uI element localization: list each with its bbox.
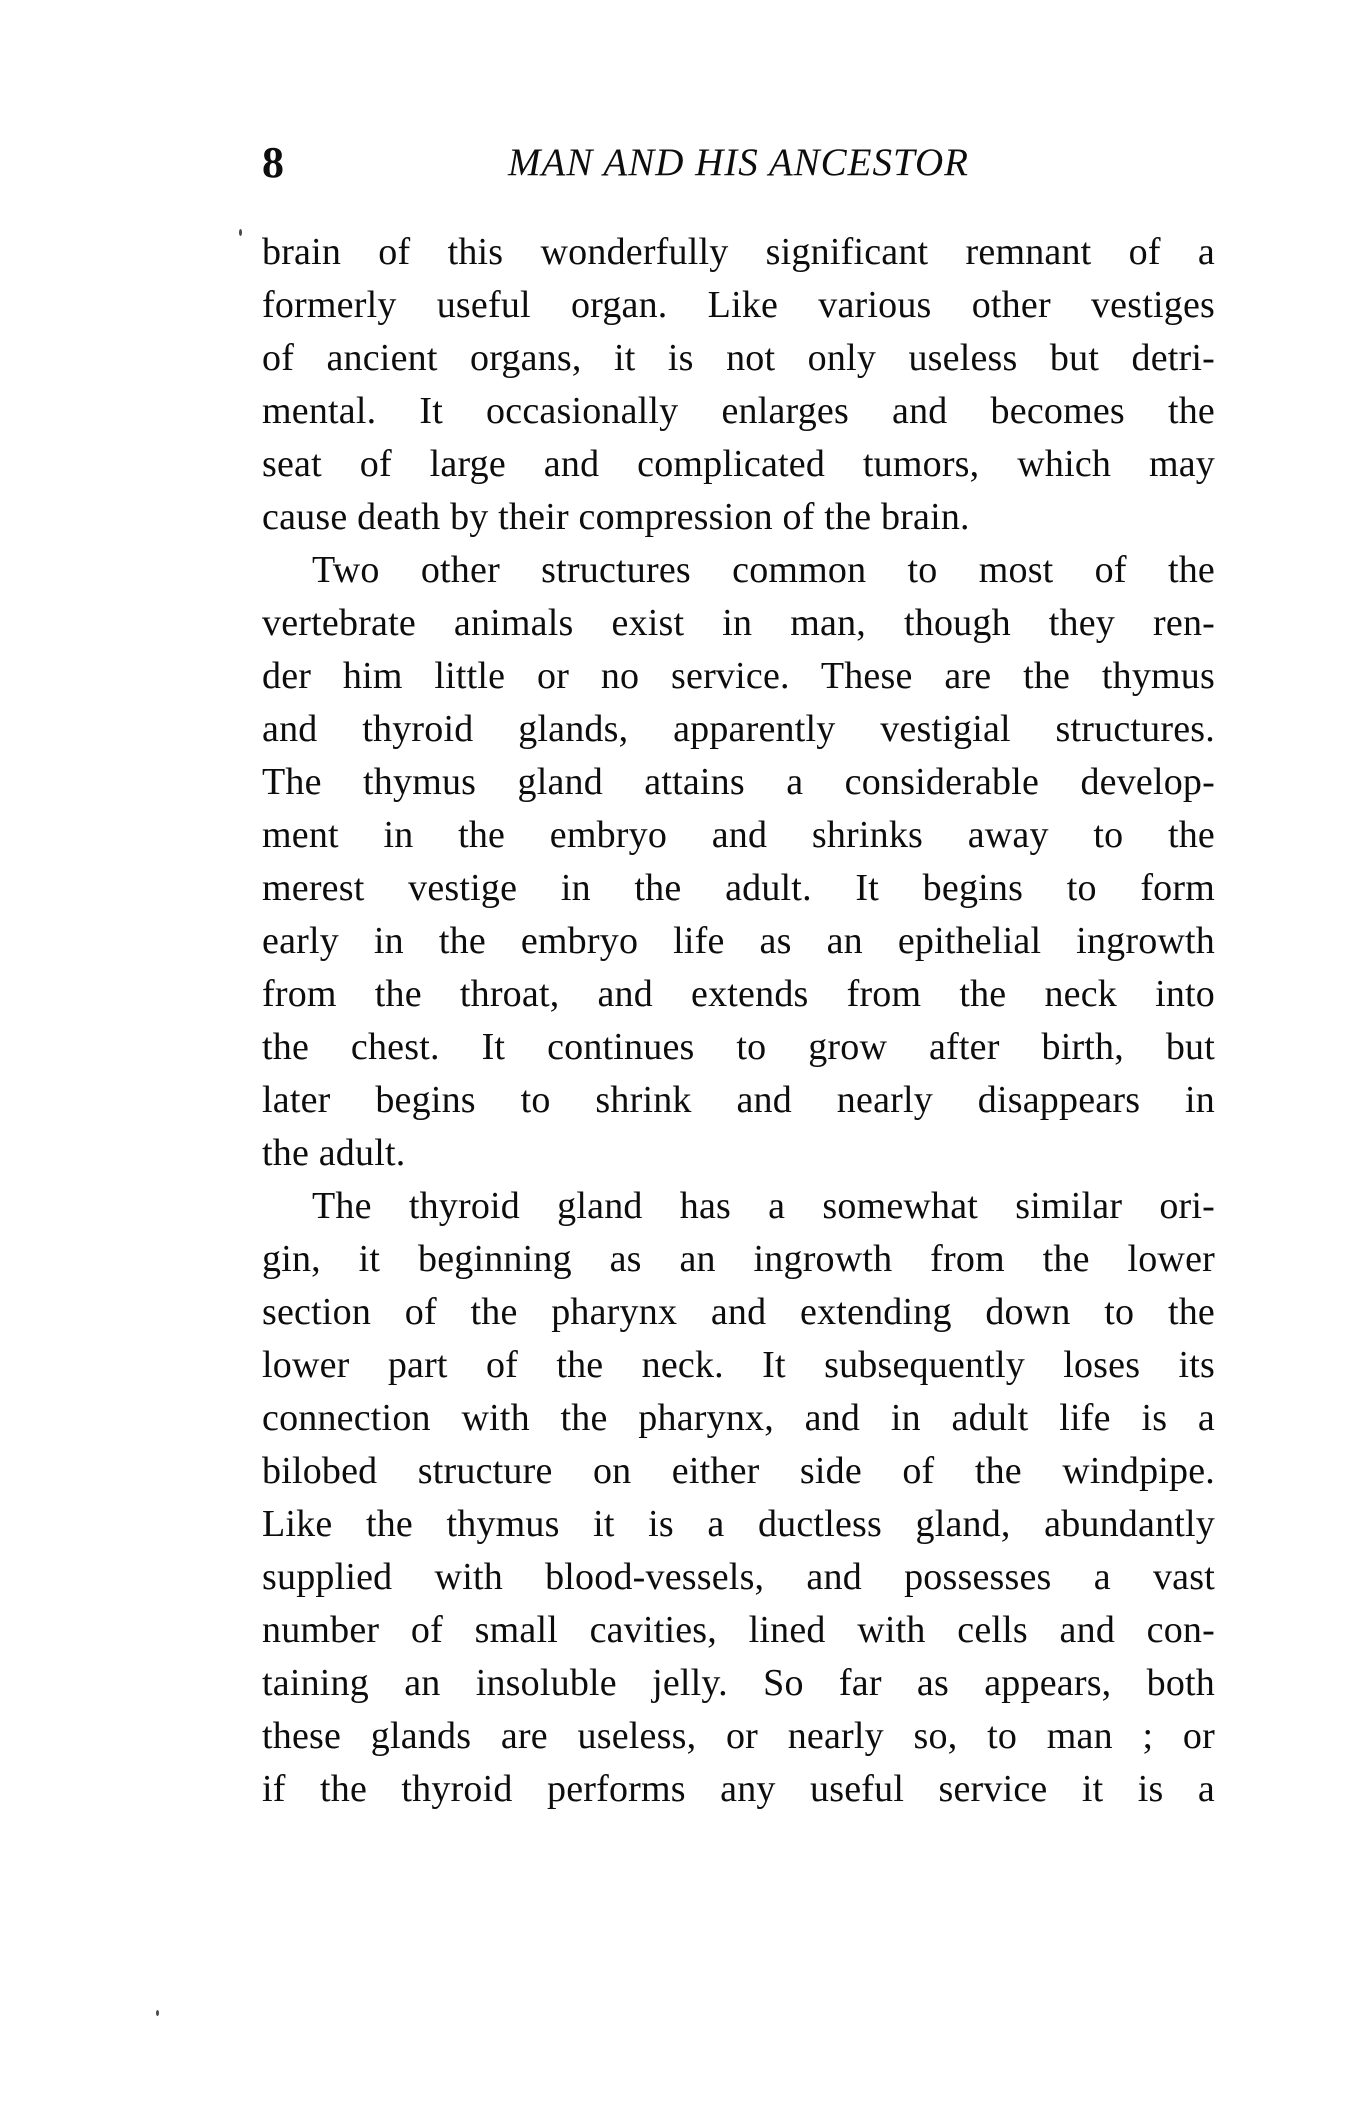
- paragraph: [262, 226, 1215, 544]
- text-line: section of the pharynx and extending down to the: [262, 1291, 1215, 1333]
- text-line: taining an insoluble jelly. So far as appears, both: [262, 1662, 1215, 1704]
- text-line: these glands are useless, or nearly so, to man ; or: [262, 1715, 1215, 1757]
- text-line: mental. It occasionally enlarges and becomes the: [262, 390, 1215, 432]
- text-line: supplied with blood-vessels, and possesses a vast: [262, 1556, 1215, 1598]
- text-line: the chest. It continues to grow after birth, but: [262, 1026, 1215, 1068]
- text-line: The thyroid gland has a somewhat similar ori-: [312, 1185, 1215, 1227]
- text-line: seat of large and complicated tumors, which may: [262, 443, 1215, 485]
- text-line: and thyroid glands, apparently vestigial structures.: [262, 708, 1215, 750]
- paragraph: [262, 1180, 1215, 1816]
- scan-speck: [239, 229, 242, 236]
- running-title: MAN AND HIS ANCESTOR: [508, 141, 969, 184]
- scan-speck: [156, 2010, 159, 2016]
- text-line: cause death by their compression of the brain.: [262, 496, 970, 538]
- text-line: connection with the pharynx, and in adult life is a: [262, 1397, 1215, 1439]
- text-line: gin, it beginning as an ingrowth from the lower: [262, 1238, 1215, 1280]
- text-line: vertebrate animals exist in man, though they ren-: [262, 602, 1215, 644]
- text-line: if the thyroid performs any useful service it is a: [262, 1768, 1215, 1810]
- body-text: [262, 226, 1215, 1816]
- text-line: lower part of the neck. It subsequently loses its: [262, 1344, 1215, 1386]
- text-line: merest vestige in the adult. It begins to form: [262, 867, 1215, 909]
- text-line: the adult.: [262, 1132, 406, 1174]
- text-line: Like the thymus it is a ductless gland, abundantly: [262, 1503, 1215, 1545]
- text-line: formerly useful organ. Like various other vestiges: [262, 284, 1215, 326]
- running-head: [262, 138, 1215, 187]
- page-number: 8: [262, 138, 285, 187]
- text-line: later begins to shrink and nearly disappears in: [262, 1079, 1215, 1121]
- text-line: ment in the embryo and shrinks away to the: [262, 814, 1215, 856]
- text-line: from the throat, and extends from the neck into: [262, 973, 1215, 1015]
- text-line: of ancient organs, it is not only useless but detri-: [262, 337, 1215, 379]
- text-line: The thymus gland attains a considerable develop-: [262, 761, 1215, 803]
- paragraph: [262, 544, 1215, 1180]
- text-line: number of small cavities, lined with cells and con-: [262, 1609, 1215, 1651]
- text-line: bilobed structure on either side of the windpipe.: [262, 1450, 1215, 1492]
- text-line: der him little or no service. These are the thymus: [262, 655, 1215, 697]
- text-line: early in the embryo life as an epithelial ingrowth: [262, 920, 1215, 962]
- text-line: Two other structures common to most of the: [312, 549, 1215, 591]
- text-line: brain of this wonderfully significant remnant of a: [262, 231, 1215, 273]
